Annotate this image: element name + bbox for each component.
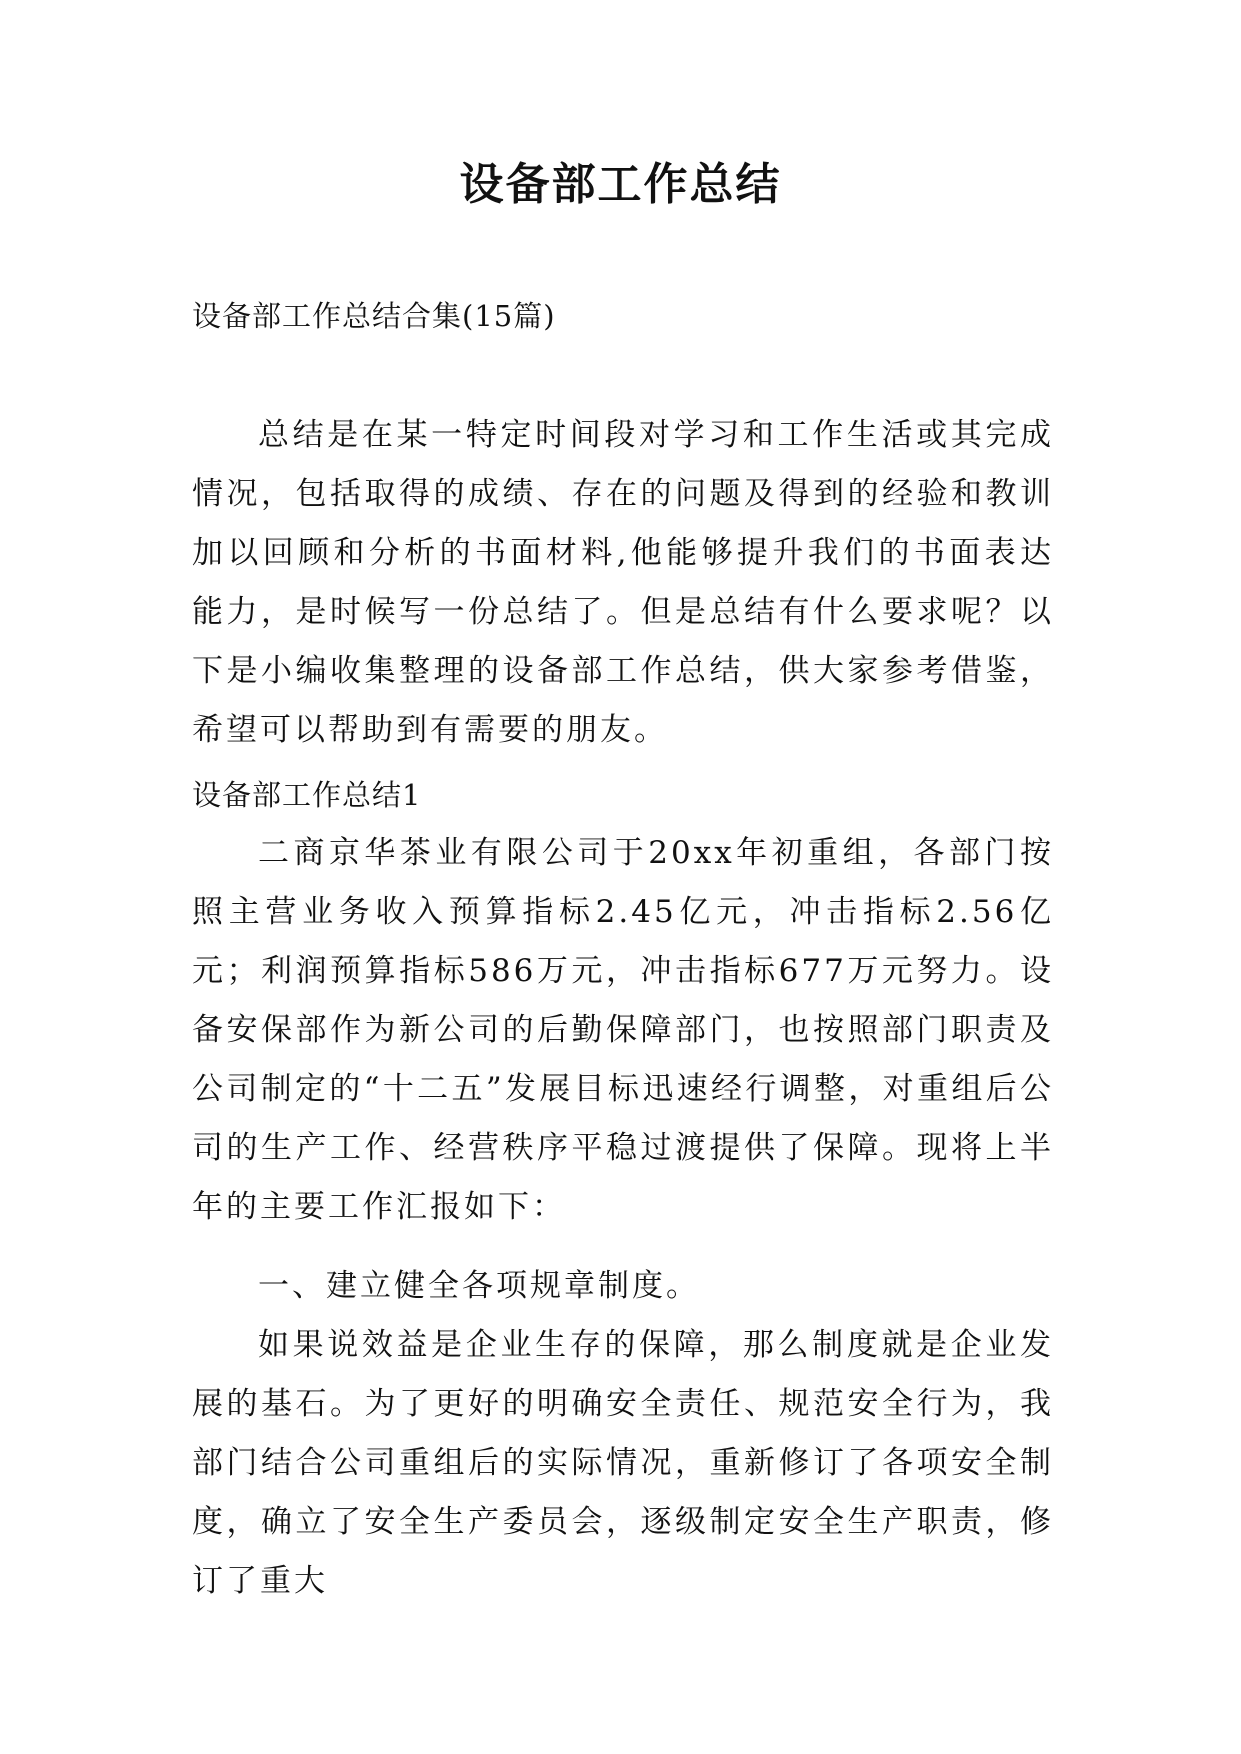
body-paragraph-1: 二商京华茶业有限公司于20xx年初重组，各部门按照主营业务收入预算指标2.45亿元，冲击指标2.56亿元；利润预算指标586万元，冲击指标677万元努力。设备安保部作为新公司的后勤保障部门，也按照部门职责及公司制定的“十二五”发展目标迅速经行调整，对重组后公司的生产工作、经营秩序平稳过渡提供了保障。现将上半年的主要工作汇报如下： — [192, 835, 1054, 1225]
body-paragraph-2: 如果说效益是企业生存的保障，那么制度就是企业发展的基石。为了更好的明确安全责任、规范安全行为，我部门结合公司重组后的实际情况，重新修订了各项安全制度，确立了安全生产委员会，逐级制定安全生产职责，修订了重大 — [192, 1327, 1054, 1599]
intro-paragraph: 总结是在某一特定时间段对学习和工作生活或其完成情况，包括取得的成绩、存在的问题及得到的经验和教训加以回顾和分析的书面材料,他能够提升我们的书面表达能力，是时候写一份总结了。但是总结有什么要求呢？以下是小编收集整理的设备部工作总结，供大家参考借鉴，希望可以帮助到有需要的朋友。 — [192, 417, 1054, 748]
section-heading: 设备部工作总结1 — [192, 778, 422, 812]
document-subtitle: 设备部工作总结合集(15篇) — [192, 299, 556, 333]
document-title: 设备部工作总结 — [459, 159, 782, 210]
subsection-heading-1: 一、建立健全各项规章制度。 — [258, 1268, 700, 1304]
